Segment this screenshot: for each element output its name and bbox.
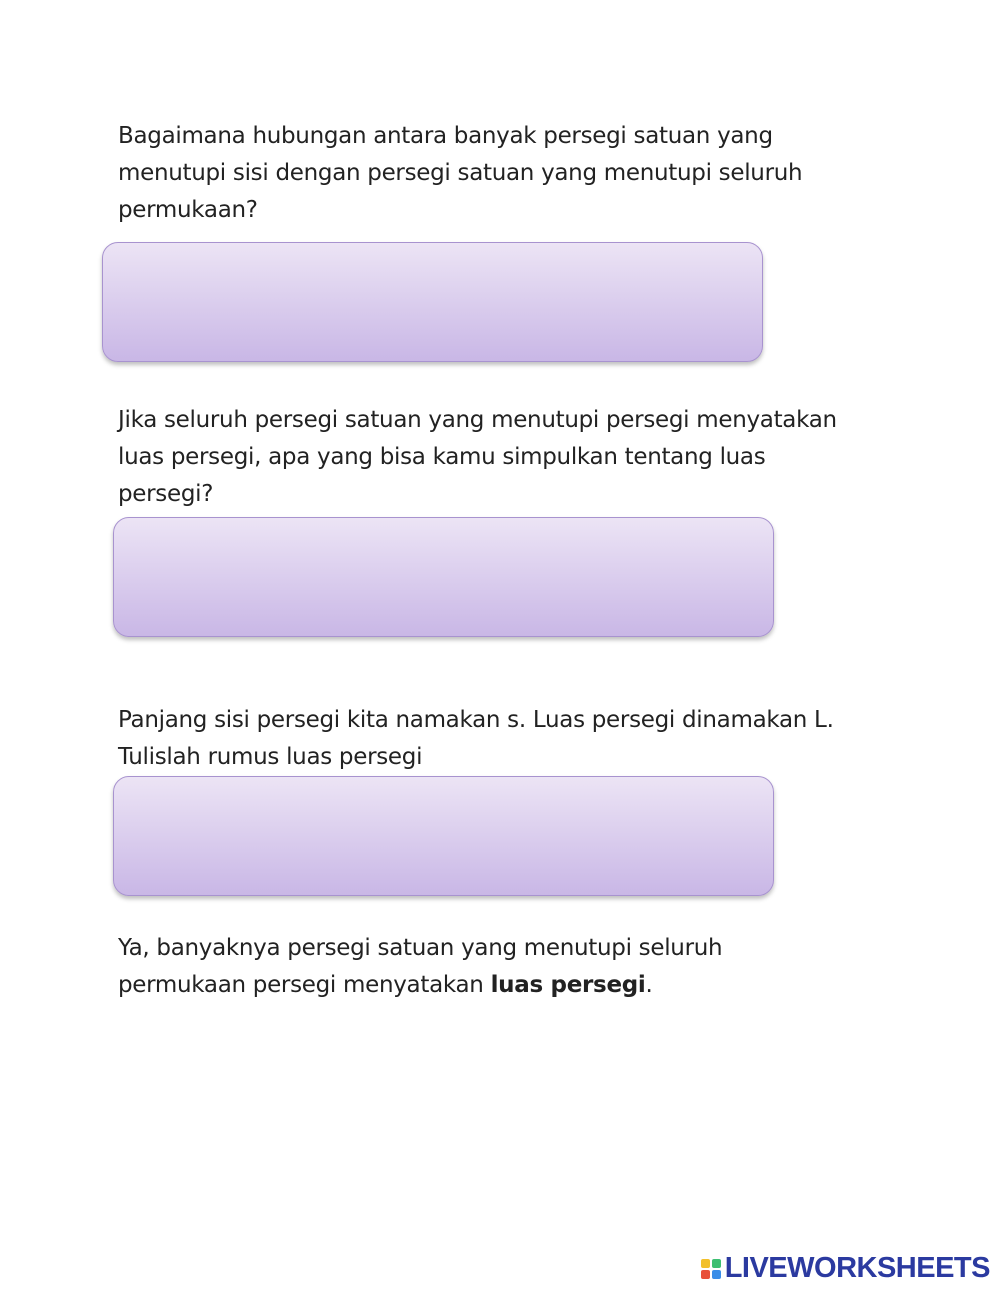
logo-mark-cell xyxy=(701,1270,710,1279)
conclusion-text xyxy=(118,930,722,1004)
conclusion-line-2 xyxy=(118,967,722,1004)
question-1: Bagaimana hubungan antara banyak persegi satuan yang menutupi sisi dengan persegi satuan yang menutupi seluruh permukaan? xyxy=(118,123,803,223)
question-2: Jika seluruh persegi satuan yang menutupi persegi menyatakan luas persegi, apa yang bisa kamu simpulkan tentang luas persegi? xyxy=(118,407,837,507)
conclusion-bold-term: luas persegi xyxy=(490,972,646,998)
answer-box-2[interactable] xyxy=(113,517,774,637)
conclusion-line-2-prefix: permukaan persegi menyatakan xyxy=(118,972,491,998)
liveworksheets-logo xyxy=(701,1252,990,1285)
conclusion-line-1: Ya, banyaknya persegi satuan yang menutupi seluruh xyxy=(118,935,723,961)
logo-mark-cell xyxy=(701,1259,710,1268)
question-3: Panjang sisi persegi kita namakan s. Luas persegi dinamakan L. Tulislah rumus luas persegi xyxy=(118,707,834,770)
answer-box-1[interactable] xyxy=(102,242,763,362)
conclusion-line-2-suffix: . xyxy=(645,972,653,998)
answer-box-3[interactable] xyxy=(113,776,774,896)
logo-mark-cell xyxy=(712,1270,721,1279)
logo-mark-cell xyxy=(712,1259,721,1268)
logo-text: LIVEWORKSHEETS xyxy=(724,1252,990,1284)
liveworksheets-mark-icon xyxy=(701,1259,721,1279)
